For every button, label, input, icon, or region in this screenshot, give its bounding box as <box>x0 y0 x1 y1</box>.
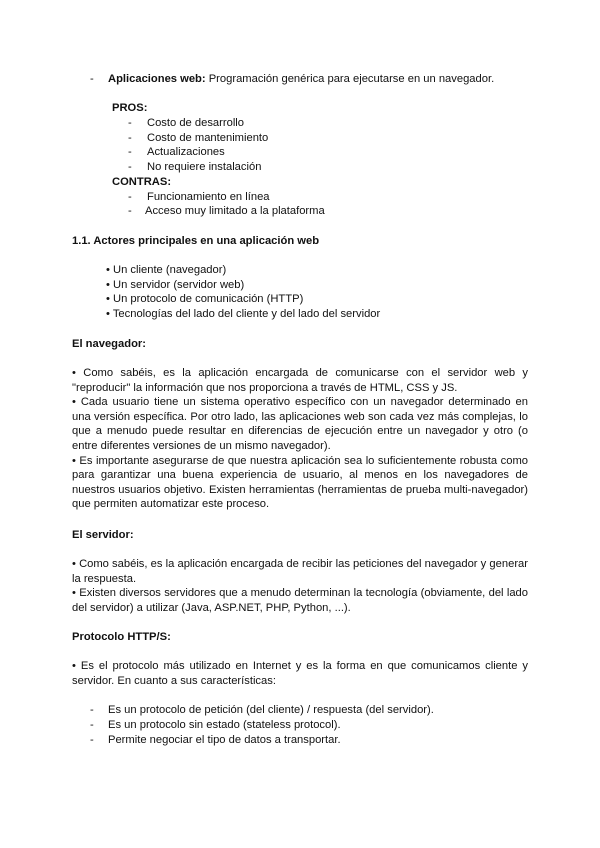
protocolo-body <box>72 659 528 688</box>
paragraph: • Como sabéis, es la aplicación encargada de recibir las peticiones del navegador y generar la respuesta. <box>72 558 528 585</box>
actores-list <box>106 263 380 321</box>
contras-title: CONTRAS: <box>112 176 172 188</box>
protocolo-title: Protocolo HTTP/S: <box>72 631 171 643</box>
paragraph: • Es importante asegurarse de que nuestra aplicación sea lo suficientemente robusta como para garantizar una buena experiencia de usuario, al menos en los navegadores de nuestros usuarios objetivo. Existen herramientas (herramientas de prueba multi-navegador) que permiten automatizar este proceso. <box>72 454 528 511</box>
paragraph: • Es el protocolo más utilizado en Internet y es la forma en que comunicamos cliente y servidor. En cuanto a sus características: <box>72 660 528 687</box>
intro-text: Programación genérica para ejecutarse en un navegador. <box>205 73 495 85</box>
section-actores-title: 1.1. Actores principales en una aplicación web <box>72 235 320 247</box>
navegador-body <box>72 366 528 512</box>
navegador-title: El navegador: <box>72 338 146 350</box>
pros-title: PROS: <box>112 102 148 114</box>
servidor-body <box>72 557 528 615</box>
list-item: • Un servidor (servidor web) <box>106 278 245 291</box>
intro-label: Aplicaciones web: <box>108 73 206 85</box>
paragraph: • Cada usuario tiene un sistema operativo específico con un navegador determinado en una versión específica. Por otro lado, las aplicaciones web son cada vez más complejas, lo que a menudo puede resultar en diferencias de ejecución entre un navegador y otro (o entre diferentes versiones de un mismo navegador). <box>72 396 528 452</box>
list-item: • Tecnologías del lado del cliente y del lado del servidor <box>106 307 381 320</box>
paragraph: • Existen diversos servidores que a menudo determinan la tecnología (obviamente, del lado del servidor) a utilizar (Java, ASP.NET, PHP, Python, ...). <box>72 587 528 614</box>
paragraph: • Como sabéis, es la aplicación encargada de comunicarse con el servidor web y "reproducir" la información que nos proporciona a través de HTML, CSS y JS. <box>72 367 528 394</box>
dash-marker: - <box>90 73 94 85</box>
list-item: • Un protocolo de comunicación (HTTP) <box>106 293 304 306</box>
servidor-title: El servidor: <box>72 529 134 541</box>
list-item: • Un cliente (navegador) <box>106 264 227 276</box>
